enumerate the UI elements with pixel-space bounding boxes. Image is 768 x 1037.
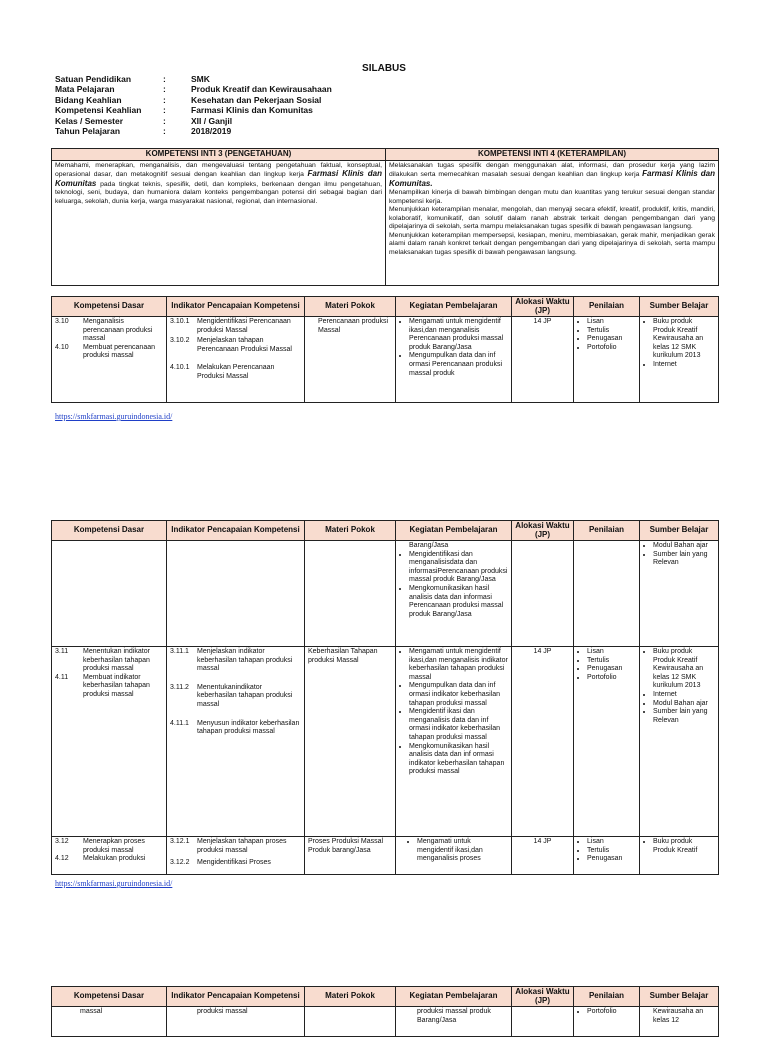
kegiatan-item: • Mengidentifikasi dan menganalisisdata dan informasiPerencanaan produksi massal produk Barang/Jasa xyxy=(409,551,508,585)
ki3-text-emphasis: Farmasi Klinis dan Komunitas xyxy=(55,169,382,188)
col-header-penilaian: Penilaian xyxy=(574,297,640,317)
kegiatan-list xyxy=(399,838,508,864)
kd-item xyxy=(55,648,163,674)
kd-item xyxy=(55,318,163,344)
indikator-number: 3.12.2 xyxy=(170,859,190,867)
kd-number: 4.10 xyxy=(55,343,69,351)
col-header-sumber: Sumber Belajar xyxy=(640,521,719,541)
sumber-cell xyxy=(640,647,719,837)
kd-text: Menganalisis perencanaan produksi massal xyxy=(83,318,153,343)
kd-text: Melakukan produksi xyxy=(83,855,146,863)
penilaian-item: • Tertulis xyxy=(587,657,636,666)
col-header-kompetensi-dasar: Kompetensi Dasar xyxy=(52,297,167,317)
col-header-penilaian: Penilaian xyxy=(574,987,640,1007)
meta-key: Mata Pelajaran xyxy=(55,84,115,95)
indikator-item xyxy=(170,364,301,381)
penilaian-item: • Portofolio xyxy=(587,1008,636,1017)
sumber-cell xyxy=(640,1007,719,1037)
indikator-cell xyxy=(167,1007,305,1037)
indikator-number: 3.12.1 xyxy=(170,838,190,845)
meta-colon: : xyxy=(163,84,166,95)
indikator-text: Menjelaskan tahapan proses produksi massal xyxy=(197,838,287,854)
sumber-item: • Sumber lain yang Relevan xyxy=(653,551,715,568)
col-header-alokasi: Alokasi Waktu (JP) xyxy=(512,521,574,541)
kegiatan-cell xyxy=(396,647,512,837)
sumber-cell xyxy=(640,317,719,403)
silabus-table-page2 xyxy=(51,520,719,875)
meta-value: Farmasi Klinis dan Komunitas xyxy=(191,105,313,116)
kegiatan-list xyxy=(399,551,508,620)
sumber-item: • Buku produk Produk Kreatif xyxy=(653,838,715,855)
kd-cell xyxy=(52,837,167,875)
ki4-text-emphasis: Farmasi Klinis dan Komunitas. xyxy=(389,169,716,188)
silabus-table-page1 xyxy=(51,296,719,403)
sumber-list xyxy=(643,838,715,855)
indikator-number: 4.11.1 xyxy=(170,719,189,727)
penilaian-item: • Penugasan xyxy=(587,855,636,864)
sumber-item: • Modul Bahan ajar xyxy=(653,542,715,551)
materi-cell: Keberhasilan Tahapan produksi Massal xyxy=(305,647,396,837)
indikator-cell xyxy=(167,647,305,837)
col-header-kegiatan: Kegiatan Pembelajaran xyxy=(396,297,512,317)
kd-number: 3.12 xyxy=(55,838,69,845)
meta-colon: : xyxy=(163,94,166,105)
kd-number: 3.10 xyxy=(55,318,69,325)
indikator-number: 3.11.1 xyxy=(170,648,189,655)
footer-url-link[interactable]: https://smkfarmasi.guruindonesia.id/ xyxy=(55,879,173,888)
kd-text: massal xyxy=(80,1008,103,1015)
kd-number: 3.11 xyxy=(55,648,69,655)
kegiatan-item: • Mengamati untuk mengidentif ikasi,dan menganalisis Perencanaan produksi massal produk Barang/Jasa xyxy=(409,318,508,352)
penilaian-item: • Portofolio xyxy=(587,344,636,353)
penilaian-item: • Penugasan xyxy=(587,335,636,344)
indikator-item xyxy=(170,318,301,335)
indikator-item xyxy=(170,720,301,737)
sumber-item: • Buku produk Produk Kreatif Kewirausaha an kelas 12 SMK kurikulum 2013 xyxy=(653,648,715,691)
table-header-row xyxy=(52,521,719,541)
indikator-item xyxy=(170,838,301,855)
kd-text: Membuat indikator keberhasilan tahapan produksi massal xyxy=(83,673,150,698)
ki3-text xyxy=(52,160,386,286)
alokasi-cell: 14 JP xyxy=(512,647,574,837)
ki4-header: KOMPETENSI INTI 4 (KETERAMPILAN) xyxy=(386,149,719,161)
kegiatan-list xyxy=(399,318,508,378)
indikator-number: 3.11.2 xyxy=(170,683,189,691)
col-header-kegiatan: Kegiatan Pembelajaran xyxy=(396,521,512,541)
kegiatan-item: • Mengamati untuk mengidentif ikasi,dan menganalisis indikator keberhasilan tahapan produksi massal xyxy=(409,648,508,682)
kd-cell xyxy=(52,541,167,647)
kegiatan-cell xyxy=(396,1007,512,1037)
alokasi-cell xyxy=(512,541,574,647)
indikator-number: 3.10.2 xyxy=(170,337,190,345)
col-header-materi-pokok: Materi Pokok xyxy=(305,521,396,541)
penilaian-cell xyxy=(574,317,640,403)
kegiatan-continued: Barang/Jasa xyxy=(409,542,449,549)
materi-cell xyxy=(305,541,396,647)
indikator-cell xyxy=(167,317,305,403)
penilaian-list xyxy=(577,318,636,352)
penilaian-item: • Lisan xyxy=(587,318,636,327)
indikator-number: 4.10.1 xyxy=(170,364,190,372)
col-header-alokasi: Alokasi Waktu (JP) xyxy=(512,297,574,317)
col-header-kompetensi-dasar: Kompetensi Dasar xyxy=(52,987,167,1007)
alokasi-cell: 14 JP xyxy=(512,317,574,403)
meta-row xyxy=(55,105,332,115)
kd-item xyxy=(55,838,163,855)
ki3-text-b: pada tingkat teknis, spesifik, detil, dan kompleks, berkenaan dengan ilmu pengetahuan, teknologi, seni, budaya, dan humaniora dalam konteks pengembangan potensi diri sebagai bagian dari keluarga, sekolah, dunia kerja, warga masyarakat nasional, regional, dan internasional. xyxy=(55,180,382,205)
indikator-text: Mengidentifikasi Proses xyxy=(197,859,271,867)
penilaian-cell xyxy=(574,837,640,875)
penilaian-item: • Lisan xyxy=(587,838,636,847)
sumber-list xyxy=(643,542,715,568)
penilaian-cell xyxy=(574,647,640,837)
meta-row xyxy=(55,84,332,94)
kegiatan-item: • Mengkomunikasikan hasil analisis data dan informasi Perencanaan produksi massal produk Barang/Jasa xyxy=(409,585,508,619)
meta-key: Bidang Keahlian xyxy=(55,94,122,105)
kegiatan-cell xyxy=(396,541,512,647)
table-row xyxy=(52,317,719,403)
meta-key: Tahun Pelajaran xyxy=(55,126,121,137)
ki4-text-a: Melaksanakan tugas spesifik dengan menggunakan alat, informasi, dan prosedur kerja yang lazim dilakukan serta memecahkan masalah sesuai dengan keahlian dan lingkup kerja xyxy=(389,161,715,178)
sumber-list xyxy=(643,648,715,725)
indikator-cell xyxy=(167,541,305,647)
sumber-item: • Sumber lain yang Relevan xyxy=(653,708,715,725)
penilaian-cell xyxy=(574,541,640,647)
table-row xyxy=(52,541,719,647)
meta-key: Kompetensi Keahlian xyxy=(55,105,142,116)
table-row xyxy=(52,647,719,837)
meta-value: Produk Kreatif dan Kewirausahaan xyxy=(191,84,332,95)
ki4-paragraph: Menunjukkan keterampilan mempersepsi, kesiapan, meniru, membiasakan, gerak mahir, menjadikan gerak alami dalam ranah konkret terkait dengan pengembangan dari yang dipelajarinya di sekolah, serta mampu melaksanakan tugas spesifik di bawah pengawasan langsung. xyxy=(389,231,715,256)
kegiatan-cell xyxy=(396,317,512,403)
col-header-indikator: Indikator Pencapaian Kompetensi xyxy=(167,987,305,1007)
meta-key: Satuan Pendidikan xyxy=(55,74,132,84)
indikator-cell xyxy=(167,837,305,875)
ki4-paragraph: Menampilkan kinerja di bawah bimbingan dengan mutu dan kuantitas yang terukur sesuai dengan standar kompetensi kerja. xyxy=(389,189,715,205)
col-header-alokasi: Alokasi Waktu (JP) xyxy=(512,987,574,1007)
meta-row xyxy=(55,116,332,126)
indikator-text: Menjelaskan indikator keberhasilan tahapan produksi massal xyxy=(197,648,293,673)
col-header-indikator: Indikator Pencapaian Kompetensi xyxy=(167,297,305,317)
materi-text: Perencanaan produksi Massal xyxy=(318,318,389,334)
penilaian-item: • Tertulis xyxy=(587,847,636,856)
penilaian-item: • Penugasan xyxy=(587,665,636,674)
kd-item xyxy=(55,674,163,700)
kd-item xyxy=(55,855,163,864)
col-header-kompetensi-dasar: Kompetensi Dasar xyxy=(52,521,167,541)
ki4-text xyxy=(386,160,719,286)
alokasi-cell xyxy=(512,1007,574,1037)
footer-url-link[interactable]: https://smkfarmasi.guruindonesia.id/ xyxy=(55,412,173,421)
indikator-item xyxy=(170,648,301,674)
kegiatan-item: • Mengumpulkan data dan inf ormasi indikator keberhasilan tahapan produksi massal xyxy=(409,682,508,708)
kd-cell xyxy=(52,317,167,403)
indikator-item xyxy=(170,684,301,710)
kegiatan-item: • Mengumpulkan data dan inf ormasi Perencanaan produksi massal produk xyxy=(409,352,508,378)
kegiatan-item: • Mengamati untuk mengidentif ikasi,dan menganalisis proses xyxy=(417,838,508,864)
penilaian-list xyxy=(577,1008,636,1017)
indikator-text: Menyusun indikator keberhasilan tahapan produksi massal xyxy=(197,719,300,736)
col-header-materi-pokok: Materi Pokok xyxy=(305,987,396,1007)
meta-value: Kesehatan dan Pekerjaan Sosial xyxy=(191,94,322,105)
penilaian-item: • Tertulis xyxy=(587,327,636,336)
kegiatan-item: • Mengidentif ikasi dan menganalisis data dan inf ormasi indikator keberhasilan tahapan produksi massal xyxy=(409,708,508,742)
ki3-header: KOMPETENSI INTI 3 (PENGETAHUAN) xyxy=(52,149,386,161)
kd-cell xyxy=(52,647,167,837)
penilaian-list xyxy=(577,838,636,864)
indikator-text: Mengidentifikasi Perencanaan produksi Massal xyxy=(197,318,291,334)
col-header-sumber: Sumber Belajar xyxy=(640,297,719,317)
sumber-cell xyxy=(640,837,719,875)
table-header-row xyxy=(52,297,719,317)
meta-value: SMK xyxy=(191,74,210,84)
kd-text: Menentukan indikator keberhasilan tahapan produksi massal xyxy=(83,648,150,673)
col-header-indikator: Indikator Pencapaian Kompetensi xyxy=(167,521,305,541)
penilaian-item: • Portofolio xyxy=(587,674,636,683)
kegiatan-text: produksi massal produk Barang/Jasa xyxy=(417,1008,491,1024)
kegiatan-item: • Mengkomunikasikan hasil analisis data dan inf ormasi indikator keberhasilan tahapan produksi massal xyxy=(409,743,508,777)
col-header-sumber: Sumber Belajar xyxy=(640,987,719,1007)
table-row xyxy=(52,1007,719,1037)
ki4-paragraph: Menunjukkan keterampilan menalar, mengolah, dan menyaji secara efektif, kreatif, produktif, kritis, mandiri, kolaboratif, komunikatif, dan solutif dalam ranah abstrak terkait dengan pengembangan dari yang dipelajarinya di sekolah, serta mampu melaksanakan tugas spesifik di bawah pengawasan langsung. xyxy=(389,206,715,230)
penilaian-list xyxy=(577,648,636,682)
indikator-item xyxy=(170,859,301,868)
table-row xyxy=(52,837,719,875)
meta-row xyxy=(55,95,332,105)
alokasi-cell: 14 JP xyxy=(512,837,574,875)
penilaian-item: • Lisan xyxy=(587,648,636,657)
materi-cell xyxy=(305,317,396,403)
indikator-number: 3.10.1 xyxy=(170,318,190,325)
materi-cell: Proses Produksi Massal Produk barang/Jasa xyxy=(305,837,396,875)
sumber-text: Kewirausaha an kelas 12 xyxy=(653,1008,704,1024)
meta-value: 2018/2019 xyxy=(191,126,232,137)
kd-text: Menerapkan proses produksi massal xyxy=(83,838,145,854)
table-header-row xyxy=(52,987,719,1007)
kd-number: 4.11 xyxy=(55,673,69,681)
meta-row xyxy=(55,126,332,136)
kd-cell xyxy=(52,1007,167,1037)
kegiatan-list xyxy=(399,648,508,777)
silabus-table-page3 xyxy=(51,986,719,1037)
kegiatan-cell xyxy=(396,837,512,875)
kompetensi-inti-table xyxy=(51,148,719,286)
meta-colon: : xyxy=(163,126,166,137)
meta-colon: : xyxy=(163,105,166,116)
sumber-list xyxy=(643,318,715,370)
penilaian-cell xyxy=(574,1007,640,1037)
sumber-item: • Buku produk Produk Kreatif Kewirausaha an kelas 12 SMK kurikulum 2013 xyxy=(653,318,715,361)
kd-text: Membuat perencanaan produksi massal xyxy=(83,343,155,360)
indikator-text: Melakukan Perencanaan Produksi Massal xyxy=(197,364,275,380)
col-header-kegiatan: Kegiatan Pembelajaran xyxy=(396,987,512,1007)
meta-colon: : xyxy=(163,115,166,126)
col-header-materi-pokok: Materi Pokok xyxy=(305,297,396,317)
meta-value: XII / Ganjil xyxy=(191,115,233,126)
materi-cell xyxy=(305,1007,396,1037)
meta-colon: : xyxy=(163,74,166,84)
document-meta xyxy=(55,74,332,136)
kd-item xyxy=(55,344,163,361)
sumber-item: • Modul Bahan ajar xyxy=(653,700,715,709)
indikator-item xyxy=(170,337,301,354)
kd-number: 4.12 xyxy=(55,855,69,863)
sumber-item: • Internet xyxy=(653,691,715,700)
meta-row xyxy=(55,74,332,84)
col-header-penilaian: Penilaian xyxy=(574,521,640,541)
sumber-item: • Internet xyxy=(653,361,715,370)
document-title: SILABUS xyxy=(362,63,406,74)
meta-key: Kelas / Semester xyxy=(55,115,124,126)
ki3-text-a: Memahami, menerapkan, menganalisis, dan mengevaluasi tentang pengetahuan faktual, konseptual, operasional dasar, dan metakognitif sesuai dengan keahlian dan lingkup kerja xyxy=(55,161,382,178)
indikator-text: Menentukanindikator keberhasilan tahapan produksi massal xyxy=(197,683,293,708)
sumber-cell xyxy=(640,541,719,647)
indikator-text: Menjelaskan tahapan Perencanaan Produksi Massal xyxy=(197,337,292,353)
ki4-paragraph xyxy=(389,162,715,190)
indikator-text: produksi massal xyxy=(197,1008,248,1015)
